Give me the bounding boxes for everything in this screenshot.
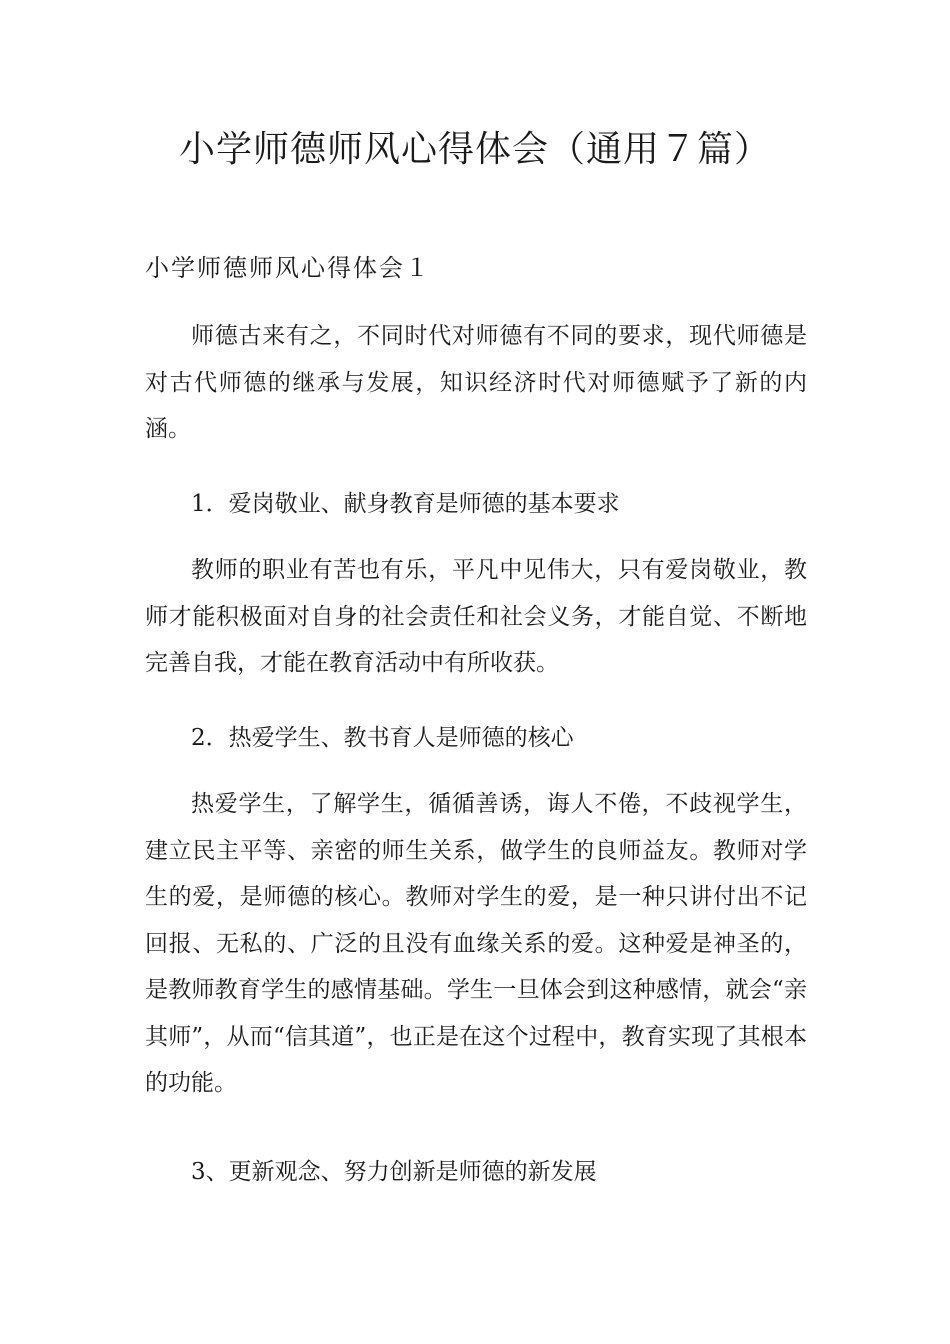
document-title: 小学师德师风心得体会（通用７篇）	[178, 129, 771, 170]
subheading-1: 1．爱岗敬业、献身教育是师德的基本要求	[191, 491, 620, 517]
subheading-2: 2．热爱学生、教书育人是师德的核心	[191, 725, 574, 751]
paragraph-intro: 师德古来有之，不同时代对师德有不同的要求，现代师德是对古代师德的继承与发展，知识经济时代对师德赋予了新的内涵。	[145, 323, 807, 442]
paragraph-2: 教师的职业有苦也有乐，平凡中见伟大，只有爱岗敬业，教师才能积极面对自身的社会责任和社会义务，才能自觉、不断地完善自我，才能在教育活动中有所收获。	[145, 557, 807, 676]
section-heading: 小学师德师风心得体会１	[145, 254, 431, 282]
paragraph-3: 热爱学生，了解学生，循循善诱，诲人不倦，不歧视学生，建立民主平等、亲密的师生关系，做学生的良师益友。教师对学生的爱，是师德的核心。教师对学生的爱，是一种只讲付出不记回报、无私的、广泛的且没有血缘关系的爱。这种爱是神圣的，是教师教育学生的感情基础。学生一旦体会到这种感情，就会“亲其师”，从而“信其道”，也正是在这个过程中，教育实现了其根本的功能。	[145, 791, 807, 1096]
subheading-3: 3、更新观念、努力创新是师德的新发展	[191, 1159, 597, 1185]
